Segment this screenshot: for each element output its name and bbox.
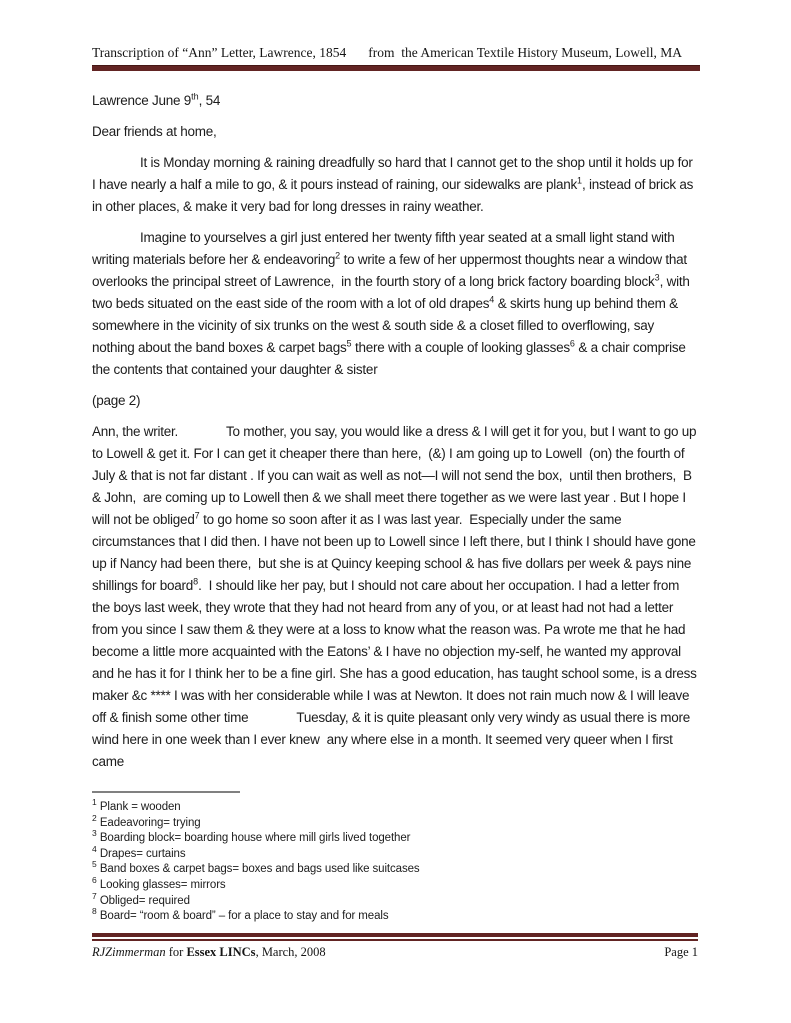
footer-author: RJZimmerman <box>92 945 166 959</box>
footnote-item: $^8$ Board= “room & board” – for a place to stay and for meals <box>92 906 389 923</box>
footnote-reference: th <box>191 91 199 102</box>
letter-paragraph-2: Imagine to yourselves a girl just entered her twenty fifth year seated at a small light stand with writing materials before her & endeavoring$^2$ to write a few of her uppermost thoughts near a window that overlooks the principal street of Lawrence, in the fourth story of a long brick factory boarding block$^3$, with two beds situated on the east side of the room with a lot of old drapes$^4$ & skirts hung up behind them & somewhere in the vicinity of six trunks on the west & south side & a closet filled to overflowing, say nothing about the band boxes & carpet bags$^5$ there with a couple of looking glasses$^6$ & a chair comprise the contents that contained your daughter & sister <box>92 230 694 377</box>
footer-text-row <box>92 945 698 960</box>
footnote-reference: 2 <box>335 250 341 261</box>
footer-rule-thick <box>92 933 698 937</box>
footnote-number: 8 <box>92 906 97 917</box>
page-marker: (page 2) <box>92 393 141 408</box>
header-source: from the American Textile History Museum, Lowell, MA <box>368 45 683 60</box>
footnote-reference: 7 <box>194 510 200 521</box>
footnote-item: $^6$ Looking glasses= mirrors <box>92 875 226 891</box>
footnote-reference: 3 <box>654 272 660 283</box>
footnote-separator <box>92 791 240 793</box>
footnote-number: 4 <box>92 843 97 854</box>
footnote-number: 1 <box>92 797 97 808</box>
letter-paragraph-3: Ann, the writer. To mother, you say, you would like a dress & I will get it for you, but I want to go up to Lowell & get it. For I can get it cheaper there than here, (&) I am going up to Lowell (on) the fourth of July & that is not far distant . If you can wait as well as not—I will not send the box, until then brothers, B & John, are coming up to Lowell then & we shall meet there together as we were last year . But I hope I will not be obliged$^7$ to go home so soon after it as I was last year. Especially under the same circumstances that I did then. I have not been up to Lowell since I left there, but I think I should have gone up if Nancy had been there, but she is at Quincy keeping school & has five dollars per week & pays nine shillings for board$^8$. I should like her pay, but I should not care about her occupation. I had a letter from the boys last week, they wrote that they had not heard from any of you, or at least had not had a letter from you since I saw them & they were at a loss to know what the reason was. Pa wrote me that he had become a little more acquainted with the Eatons’ & I have no objection my-self, he wanted my approval and he has it for I think her to be a fine girl. She has a good education, has taught school some, is a dress maker &c **** I was with her considerable while I was at Newton. It does not rain much now & I will leave off & finish some other time Tuesday, & it is quite pleasant only very windy as usual there is more wind here in one week than I ever knew any where else in a month. It seemed very queer when I first came <box>92 424 701 769</box>
footnote-number: 6 <box>92 875 97 886</box>
page-header <box>92 44 700 71</box>
letter-salutation: Dear friends at home, <box>92 124 217 139</box>
footnote-reference: 5 <box>346 338 352 349</box>
footnote-number: 5 <box>92 859 97 870</box>
header-rule <box>92 65 700 71</box>
footnote-item: $^2$ Eadeavoring= trying <box>92 812 201 829</box>
footnote-reference: 1 <box>577 175 583 186</box>
footer-for-text: for <box>165 945 187 959</box>
footnote-item: $^4$ Drapes= curtains <box>92 843 186 860</box>
letter-paragraph-1: It is Monday morning & raining dreadfully so hard that I cannot get to the shop until it holds up for I have nearly a half a mile to go, & it pours instead of raining, our sidewalks are plank$^1$, instead of brick as in other places, & make it very bad for long dresses in rainy weather. <box>92 155 697 214</box>
letter-dateline: Lawrence June 9th, 54 <box>92 91 221 108</box>
header-title: Transcription of “Ann” Letter, Lawrence, 1854 <box>92 45 347 60</box>
footnote-item: $^1$ Plank = wooden <box>92 797 181 813</box>
footnote-number: 2 <box>92 812 97 823</box>
footnotes-list <box>92 797 698 925</box>
header-title-line <box>92 44 700 62</box>
page-footer <box>92 933 698 960</box>
footnote-reference: 6 <box>569 338 575 349</box>
page-number: Page 1 <box>664 945 698 959</box>
footnote-item: $^7$ Obliged= required <box>92 890 190 907</box>
letter-body <box>92 90 701 782</box>
footer-date: , March, 2008 <box>255 945 326 959</box>
footnote-reference: 4 <box>489 294 495 305</box>
footnote-number: 3 <box>92 828 97 839</box>
footnote-item: $^5$ Band boxes & carpet bags= boxes and bags used like suitcases <box>92 859 420 876</box>
footer-credit <box>92 945 326 960</box>
footnote-number: 7 <box>92 890 97 901</box>
footnote-item: $^3$ Boarding block= boarding house where mill girls lived together <box>92 828 411 845</box>
footnote-reference: 8 <box>193 576 199 587</box>
footer-rule-thin <box>92 939 698 941</box>
footer-organization: Essex LINCs <box>186 945 256 959</box>
footnotes-section <box>92 791 698 925</box>
